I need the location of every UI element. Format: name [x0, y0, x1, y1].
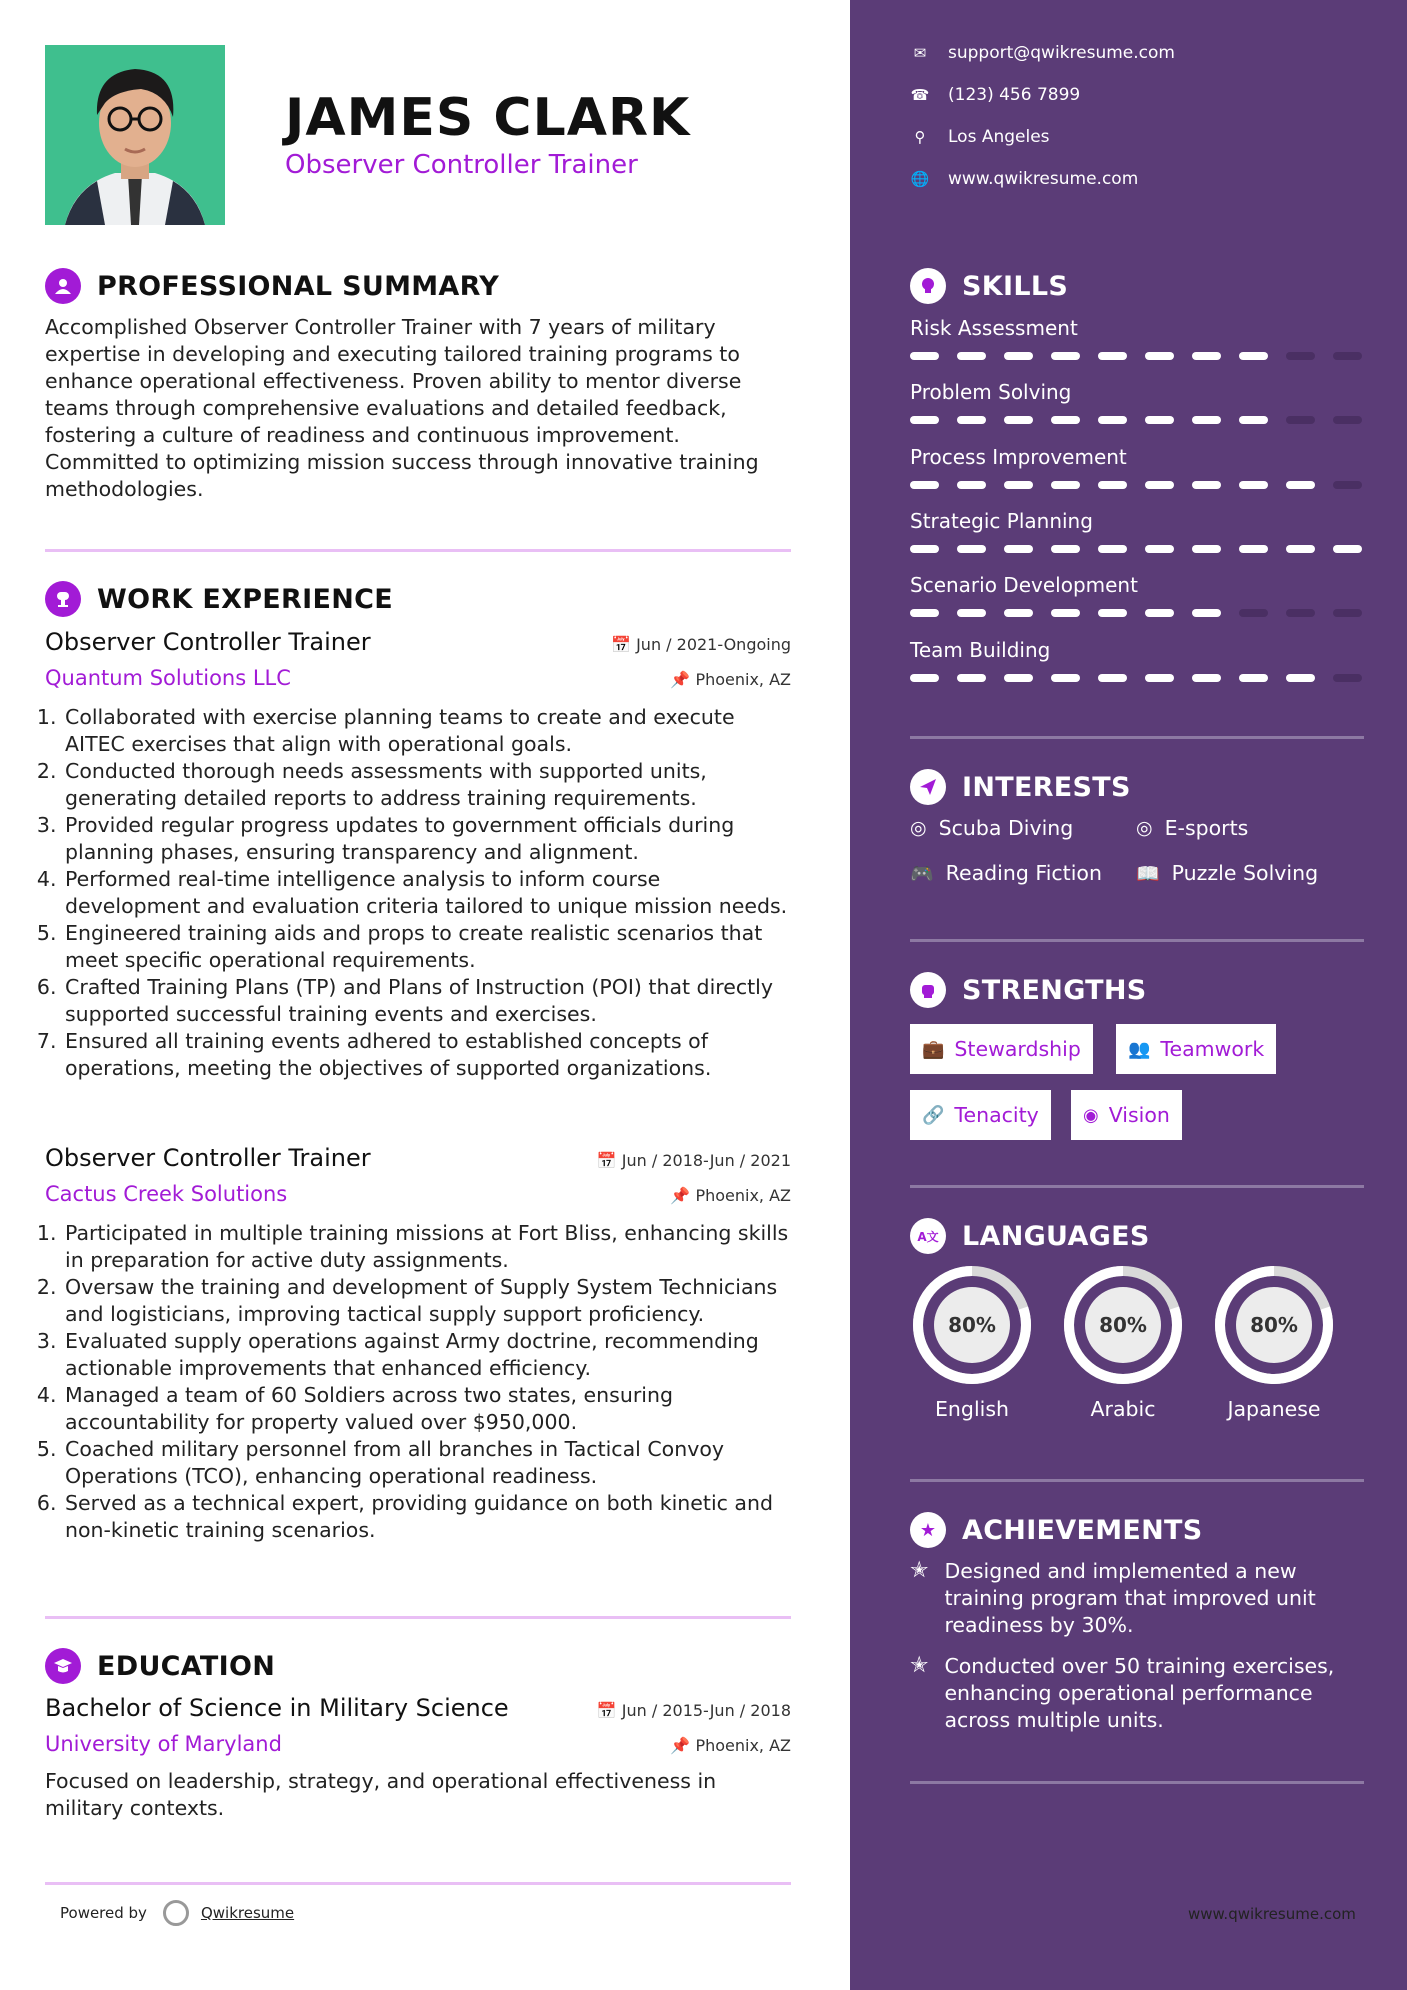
skills-header [910, 268, 1068, 304]
interest-label: Puzzle Solving [1171, 861, 1319, 885]
strength-tag [1116, 1024, 1276, 1074]
list-item: 2. Conducted thorough needs assessments with supported units, generating detailed reports to address training requirements. [63, 758, 791, 812]
skill-segment [1239, 352, 1268, 360]
skill-segment [1333, 481, 1362, 489]
skill-level-bar [910, 481, 1364, 489]
skill-segment [957, 416, 986, 424]
briefcase-icon: 💼 [922, 1038, 945, 1060]
skill-segment [1192, 352, 1221, 360]
skill-segment [1239, 416, 1268, 424]
calendar-icon: 📅 [611, 635, 631, 654]
skill-item [910, 380, 1364, 424]
language-percent: 80% [1250, 1313, 1298, 1337]
skill-segment [1239, 481, 1268, 489]
skill-segment [1239, 674, 1268, 682]
skill-level-bar [910, 609, 1364, 617]
skill-segment [1192, 481, 1221, 489]
degree-title: Bachelor of Science in Military Science [45, 1694, 509, 1722]
candidate-name: JAMES CLARK [285, 88, 691, 148]
list-item: 6. Crafted Training Plans (TP) and Plans of Instruction (POI) that directly supported successful training events and exercises. [63, 974, 791, 1028]
skill-segment [1286, 609, 1315, 617]
strengths-header [910, 972, 1147, 1008]
website-text: www.qwikresume.com [948, 169, 1139, 189]
powered-by-label: Powered by [60, 1904, 147, 1922]
language-name: English [934, 1397, 1010, 1421]
skill-segment [1098, 674, 1127, 682]
skill-segment [1286, 545, 1315, 553]
interest-item [1136, 861, 1318, 885]
skill-level-bar [910, 352, 1364, 360]
lightbulb-icon [910, 268, 946, 304]
skill-segment [1051, 545, 1080, 553]
skill-segment [957, 674, 986, 682]
skill-segment [1145, 416, 1174, 424]
education-text: Focused on leadership, strategy, and operational effectiveness in military contexts. [45, 1769, 717, 1820]
list-item: 6. Served as a technical expert, providing guidance on both kinetic and non-kinetic training scenarios. [63, 1490, 791, 1544]
interest-item [910, 861, 1102, 885]
languages-heading: LANGUAGES [962, 1220, 1150, 1252]
language-name: Arabic [1090, 1397, 1156, 1421]
divider [910, 1781, 1364, 1784]
strength-label: Teamwork [1160, 1037, 1265, 1061]
star-icon: ✭ [910, 1653, 929, 1678]
skill-segment [1145, 352, 1174, 360]
skill-segment [1286, 481, 1315, 489]
education-entry [45, 1694, 791, 1822]
phone-text: (123) 456 7899 [948, 85, 1081, 105]
job-location: Phoenix, AZ [695, 670, 791, 689]
interest-label: Scuba Diving [938, 816, 1074, 840]
skill-segment [1333, 674, 1362, 682]
skill-segment [910, 545, 939, 553]
achievement-item [910, 1558, 1364, 1639]
experience-heading: WORK EXPERIENCE [97, 583, 393, 615]
portrait-image [45, 45, 225, 225]
skill-segment [910, 481, 939, 489]
fist-icon [910, 972, 946, 1008]
interest-label: Reading Fiction [945, 861, 1102, 885]
user-icon [45, 268, 81, 304]
strength-label: Vision [1108, 1103, 1170, 1127]
skill-segment [1004, 481, 1033, 489]
job-entry [45, 628, 791, 1082]
achievement-text: Conducted over 50 training exercises, enhancing operational performance across multiple units. [944, 1654, 1335, 1732]
skill-name: Team Building [910, 638, 1051, 662]
skill-segment [1333, 609, 1362, 617]
language-progress-ring [1061, 1263, 1185, 1387]
qwikresume-logo-icon [163, 1900, 189, 1926]
strength-tag [1071, 1090, 1182, 1140]
skill-segment [1098, 416, 1127, 424]
job-company: Quantum Solutions LLC [45, 666, 291, 690]
location-text: Los Angeles [948, 127, 1050, 147]
skill-segment [1098, 609, 1127, 617]
school-name: University of Maryland [45, 1732, 282, 1756]
skill-segment [1004, 545, 1033, 553]
list-item: 1. Collaborated with exercise planning teams to create and execute AITEC exercises that align with operational goals. [63, 704, 791, 758]
skill-segment [1192, 416, 1221, 424]
skill-segment [1004, 352, 1033, 360]
star-icon: ✭ [910, 1558, 929, 1583]
job-location: Phoenix, AZ [695, 1186, 791, 1205]
profile-photo [45, 45, 225, 225]
job-entry [45, 1144, 791, 1544]
language-percent: 80% [1099, 1313, 1147, 1337]
skill-segment [1004, 674, 1033, 682]
paper-plane-icon [910, 769, 946, 805]
summary-heading: PROFESSIONAL SUMMARY [97, 270, 500, 302]
skill-segment [1004, 609, 1033, 617]
skill-name: Process Improvement [910, 445, 1127, 469]
strength-tag [910, 1090, 1051, 1140]
book-icon: 📖 [1136, 862, 1160, 885]
skill-item [910, 638, 1364, 682]
link-icon: 🔗 [922, 1104, 945, 1126]
skill-name: Problem Solving [910, 380, 1072, 404]
pin-icon: 📌 [670, 670, 691, 689]
skill-segment [1333, 545, 1362, 553]
contact-location [910, 127, 1050, 147]
achievements-header [910, 1512, 1203, 1548]
lifebuoy-icon: ◎ [1136, 817, 1153, 839]
education-heading: EDUCATION [97, 1650, 276, 1682]
skill-name: Strategic Planning [910, 509, 1093, 533]
experience-header [45, 581, 393, 617]
users-icon: 👥 [1128, 1038, 1151, 1060]
contact-email[interactable] [910, 43, 1175, 63]
strength-tag [910, 1024, 1093, 1074]
interest-item [1136, 816, 1248, 840]
list-item: 3. Evaluated supply operations against Army doctrine, recommending actionable improvements that enhanced efficiency. [63, 1328, 791, 1382]
calendar-icon: 📅 [596, 1151, 617, 1170]
skill-segment [1004, 416, 1033, 424]
candidate-title: Observer Controller Trainer [285, 150, 638, 180]
skill-segment [1286, 674, 1315, 682]
language-progress-ring [910, 1263, 1034, 1387]
skill-segment [1286, 416, 1315, 424]
summary-text: Accomplished Observer Controller Trainer with 7 years of military expertise in developing and executing tailored training programs to enhance operational effectiveness. Proven ability to mentor diverse teams through comprehensive evaluations and detailed feedback, fostering a culture of readiness and continuous improvement. Committed to optimizing mission success through innovative training methodologies. [45, 315, 759, 501]
divider [910, 1185, 1364, 1188]
divider [45, 1616, 791, 1619]
skill-level-bar [910, 545, 1364, 553]
skill-item [910, 316, 1364, 360]
language-item [1212, 1263, 1336, 1421]
divider [45, 1882, 791, 1885]
binoculars-icon: ◉ [1083, 1104, 1099, 1126]
divider [910, 1479, 1364, 1482]
job-title: Observer Controller Trainer [45, 1144, 371, 1172]
interest-item [910, 816, 1073, 840]
list-item: 4. Performed real-time intelligence analysis to inform course development and evaluation criteria tailored to unique mission needs. [63, 866, 791, 920]
skill-segment [1286, 352, 1315, 360]
job-duties [45, 1220, 791, 1544]
skill-segment [910, 609, 939, 617]
list-item: 3. Provided regular progress updates to government officials during planning phases, ensuring transparency and alignment. [63, 812, 791, 866]
skill-segment [1051, 674, 1080, 682]
gamepad-icon: 🎮 [910, 862, 934, 885]
globe-icon: 🌐 [910, 170, 930, 188]
skill-segment [1098, 352, 1127, 360]
skill-segment [910, 674, 939, 682]
skill-segment [1145, 609, 1174, 617]
skill-segment [1098, 481, 1127, 489]
skill-segment [1051, 609, 1080, 617]
skill-segment [910, 416, 939, 424]
list-item: 5. Coached military personnel from all branches in Tactical Convoy Operations (TCO), enhancing operational readiness. [63, 1436, 791, 1490]
lifebuoy-icon: ◎ [910, 817, 927, 839]
strength-label: Stewardship [954, 1037, 1081, 1061]
job-title: Observer Controller Trainer [45, 628, 371, 656]
skill-segment [1051, 481, 1080, 489]
language-percent: 80% [948, 1313, 996, 1337]
qwikresume-link[interactable]: Qwikresume [200, 1904, 295, 1922]
calendar-icon: 📅 [596, 1701, 617, 1720]
language-name: Japanese [1227, 1397, 1321, 1421]
strengths-heading: STRENGTHS [962, 974, 1147, 1006]
list-item: 5. Engineered training aids and props to create realistic scenarios that meet specific operational requirements. [63, 920, 791, 974]
divider [910, 939, 1364, 942]
skill-item [910, 445, 1364, 489]
skill-segment [957, 609, 986, 617]
skill-segment [1098, 545, 1127, 553]
skill-segment [910, 352, 939, 360]
skill-name: Scenario Development [910, 573, 1138, 597]
strength-label: Tenacity [954, 1103, 1039, 1127]
list-item: 4. Managed a team of 60 Soldiers across two states, ensuring accountability for property valued over $950,000. [63, 1382, 791, 1436]
skill-segment [1192, 545, 1221, 553]
education-location: Phoenix, AZ [695, 1736, 791, 1755]
languages-header [910, 1218, 1150, 1254]
language-item [910, 1263, 1034, 1421]
skill-segment [1192, 674, 1221, 682]
job-company: Cactus Creek Solutions [45, 1182, 288, 1206]
email-text: support@qwikresume.com [948, 43, 1175, 63]
pin-icon: 📌 [670, 1186, 691, 1205]
skill-segment [1192, 609, 1221, 617]
skill-segment [1333, 416, 1362, 424]
skill-segment [1051, 416, 1080, 424]
sidebar [850, 0, 1407, 1990]
skill-item [910, 509, 1364, 553]
map-pin-icon: ⚲ [914, 128, 926, 146]
list-item: 7. Ensured all training events adhered to established concepts of operations, meeting the objectives of supported organizations. [63, 1028, 791, 1082]
skill-segment [957, 545, 986, 553]
achievements-heading: ACHIEVEMENTS [962, 1514, 1203, 1546]
skill-segment [1145, 674, 1174, 682]
skill-segment [957, 352, 986, 360]
skill-segment [1145, 481, 1174, 489]
education-date: Jun / 2015-Jun / 2018 [621, 1701, 791, 1720]
skill-segment [1051, 352, 1080, 360]
skill-name: Risk Assessment [910, 316, 1078, 340]
interest-label: E-sports [1164, 816, 1249, 840]
interests-heading: INTERESTS [962, 771, 1131, 803]
briefcase-icon [45, 581, 81, 617]
footer-website[interactable]: www.qwikresume.com [1188, 1905, 1356, 1923]
translate-icon: A文 [910, 1218, 946, 1254]
skill-segment [1145, 545, 1174, 553]
interests-header [910, 769, 1131, 805]
list-item: 2. Oversaw the training and development of Supply System Technicians and logisticians, improving tactical supply support proficiency. [63, 1274, 791, 1328]
skill-level-bar [910, 416, 1364, 424]
skills-heading: SKILLS [962, 270, 1069, 302]
pin-icon: 📌 [670, 1736, 691, 1755]
achievement-text: Designed and implemented a new training program that improved unit readiness by 30%. [944, 1559, 1316, 1637]
job-duties [45, 704, 791, 1082]
star-badge-icon: ★ [910, 1512, 946, 1548]
job-date: Jun / 2018-Jun / 2021 [621, 1151, 791, 1170]
summary-header [45, 268, 499, 304]
skill-item [910, 573, 1364, 617]
skill-segment [1333, 352, 1362, 360]
education-header [45, 1648, 275, 1684]
divider [910, 736, 1364, 739]
phone-icon: ☎ [910, 86, 930, 104]
language-progress-ring [1212, 1263, 1336, 1387]
skill-segment [957, 481, 986, 489]
achievement-item [910, 1653, 1364, 1734]
graduation-icon [45, 1648, 81, 1684]
skill-segment [1239, 609, 1268, 617]
language-item [1061, 1263, 1185, 1421]
envelope-icon: ✉ [913, 44, 927, 62]
divider [45, 549, 791, 552]
job-date: Jun / 2021-Ongoing [636, 635, 791, 654]
list-item: 1. Participated in multiple training missions at Fort Bliss, enhancing skills in preparation for active duty assignments. [63, 1220, 791, 1274]
contact-phone[interactable] [910, 85, 1080, 105]
skill-level-bar [910, 674, 1364, 682]
footer [60, 1900, 294, 1926]
skill-segment [1239, 545, 1268, 553]
contact-website[interactable] [910, 169, 1138, 189]
